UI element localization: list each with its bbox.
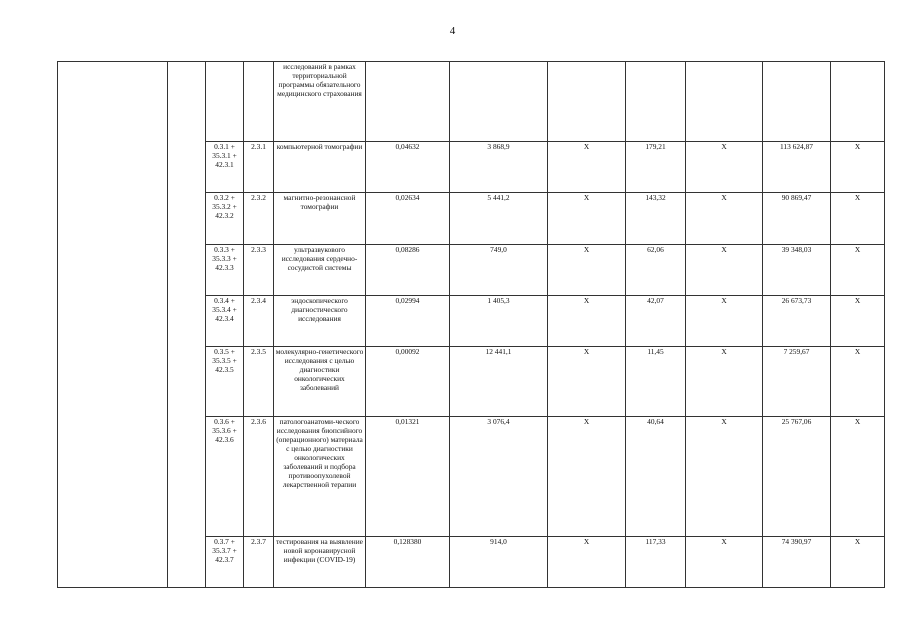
num-cell: 2.3.4 (244, 296, 274, 347)
normative-cell: 0,04632 (366, 142, 450, 193)
x-cell: X (548, 417, 626, 537)
total-cell: 39 348,03 (763, 245, 831, 296)
per-capita-cell: 11,45 (626, 347, 686, 417)
page-number: 4 (449, 25, 456, 37)
x-cell: X (831, 142, 885, 193)
normative-cell: 0,02634 (366, 193, 450, 245)
description-cell: ультразвукового исследования сердечно-сосудистой системы (274, 245, 366, 296)
cost-cell: 3 076,4 (450, 417, 548, 537)
table-body (58, 62, 885, 588)
x-cell: X (548, 193, 626, 245)
code-cell: 0.3.4 + 35.3.4 + 42.3.4 (206, 296, 244, 347)
code-cell: 0.3.6 + 35.3.6 + 42.3.6 (206, 417, 244, 537)
x-cell: X (548, 296, 626, 347)
x-cell: X (831, 296, 885, 347)
x-cell: X (686, 142, 763, 193)
total-cell: 90 869,47 (763, 193, 831, 245)
description-cell: патологоанатоми-ческого исследования биопсийного (операционного) материала с целью диагностики онкологических заболеваний и подбора противоопухолевой лекарственной терапии (274, 417, 366, 537)
per-capita-cell (626, 62, 686, 142)
num-cell: 2.3.2 (244, 193, 274, 245)
total-cell: 74 390,97 (763, 537, 831, 588)
description-cell: исследований в рамках территориальной программы обязательного медицинского страхования (274, 62, 366, 142)
table-row-continuation (58, 62, 885, 142)
num-cell: 2.3.5 (244, 347, 274, 417)
per-capita-cell: 42,07 (626, 296, 686, 347)
x-cell: X (686, 245, 763, 296)
x-cell: X (831, 537, 885, 588)
normative-cell: 0,00092 (366, 347, 450, 417)
total-cell: 7 259,67 (763, 347, 831, 417)
total-cell (763, 62, 831, 142)
x-cell (686, 62, 763, 142)
code-cell: 0.3.7 + 35.3.7 + 42.3.7 (206, 537, 244, 588)
x-cell: X (548, 537, 626, 588)
total-cell: 113 624,87 (763, 142, 831, 193)
num-cell: 2.3.6 (244, 417, 274, 537)
normative-cell: 0,01321 (366, 417, 450, 537)
x-cell: X (831, 417, 885, 537)
x-cell: X (548, 142, 626, 193)
cost-cell: 12 441,1 (450, 347, 548, 417)
tariff-table (57, 61, 885, 588)
x-cell (831, 62, 885, 142)
merged-cell-col2 (168, 62, 206, 588)
x-cell: X (831, 347, 885, 417)
x-cell: X (686, 537, 763, 588)
cost-cell (450, 62, 548, 142)
x-cell: X (548, 347, 626, 417)
cost-cell: 5 441,2 (450, 193, 548, 245)
normative-cell: 0,02994 (366, 296, 450, 347)
total-cell: 25 767,06 (763, 417, 831, 537)
per-capita-cell: 143,32 (626, 193, 686, 245)
description-cell: магнитно-резонансной томографии (274, 193, 366, 245)
code-cell (206, 62, 244, 142)
num-cell (244, 62, 274, 142)
num-cell: 2.3.3 (244, 245, 274, 296)
code-cell: 0.3.1 + 35.3.1 + 42.3.1 (206, 142, 244, 193)
x-cell: X (686, 193, 763, 245)
x-cell: X (831, 193, 885, 245)
total-cell: 26 673,73 (763, 296, 831, 347)
cost-cell: 1 405,3 (450, 296, 548, 347)
normative-cell: 0,128380 (366, 537, 450, 588)
x-cell: X (686, 417, 763, 537)
normative-cell: 0,08286 (366, 245, 450, 296)
description-cell: эндоскопического диагностического исследования (274, 296, 366, 347)
merged-cell-col1 (58, 62, 168, 588)
description-cell: молекулярно-генетического исследования с целью диагностики онкологических заболеваний (274, 347, 366, 417)
x-cell (548, 62, 626, 142)
x-cell: X (831, 245, 885, 296)
description-cell: компьютерной томографии (274, 142, 366, 193)
x-cell: X (686, 347, 763, 417)
x-cell: X (686, 296, 763, 347)
num-cell: 2.3.7 (244, 537, 274, 588)
per-capita-cell: 117,33 (626, 537, 686, 588)
per-capita-cell: 40,64 (626, 417, 686, 537)
cost-cell: 914,0 (450, 537, 548, 588)
cost-cell: 749,0 (450, 245, 548, 296)
code-cell: 0.3.2 + 35.3.2 + 42.3.2 (206, 193, 244, 245)
description-cell: тестирования на выявление новой коронавирусной инфекции (COVID-19) (274, 537, 366, 588)
num-cell: 2.3.1 (244, 142, 274, 193)
per-capita-cell: 62,06 (626, 245, 686, 296)
code-cell: 0.3.3 + 35.3.3 + 42.3.3 (206, 245, 244, 296)
cost-cell: 3 868,9 (450, 142, 548, 193)
x-cell: X (548, 245, 626, 296)
per-capita-cell: 179,21 (626, 142, 686, 193)
normative-cell (366, 62, 450, 142)
code-cell: 0.3.5 + 35.3.5 + 42.3.5 (206, 347, 244, 417)
